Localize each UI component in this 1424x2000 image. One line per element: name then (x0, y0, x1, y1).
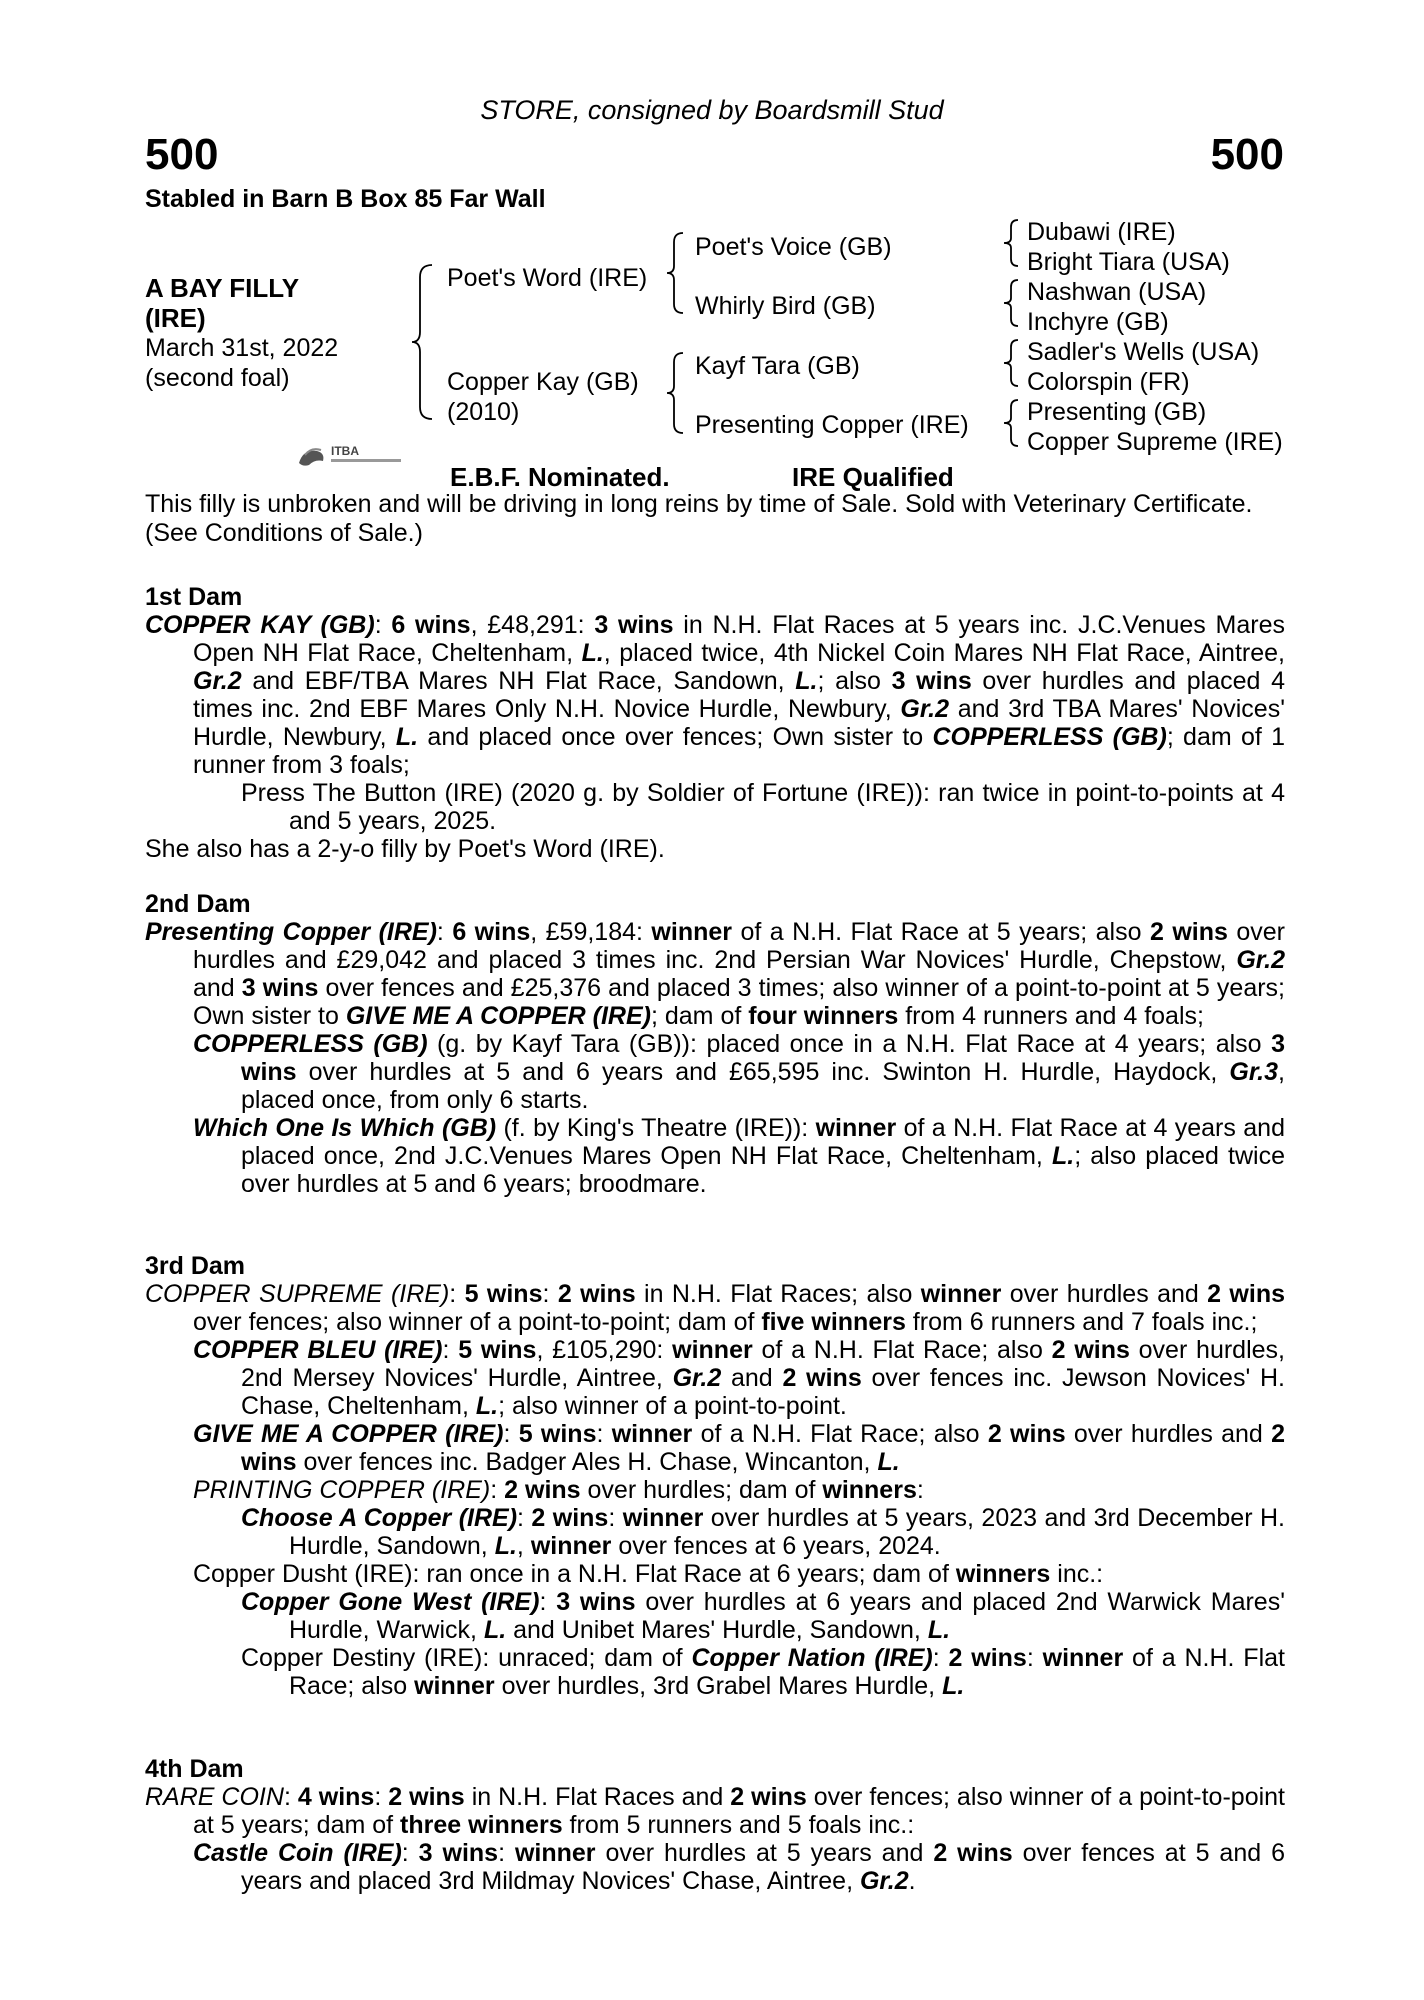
third-dam-record: COPPER SUPREME (IRE): 5 wins: 2 wins in N.H. Flat Races; also winner over hurdles and 2 wins over fences; also winner of a point-to-point; dam of five winners from 6 runners and 7 foals inc.; (145, 1280, 1286, 1336)
third-dam-grandchild-3: Copper Destiny (IRE): unraced; dam of Copper Nation (IRE): 2 wins: winner of a N.H. Flat Race; also winner over hurdles, 3rd Grabel Mares Hurdle, L. (241, 1644, 1285, 1700)
pedigree-sire: Poet's Word (IRE) (447, 264, 648, 292)
pedigree-brace-sire (665, 230, 689, 316)
pedigree-sire-sire: Poet's Voice (GB) (695, 233, 892, 261)
pedigree-g5: Sadler's Wells (USA) (1027, 338, 1260, 366)
itba-logo-text: ITBA (331, 444, 359, 458)
third-dam-child-3: PRINTING COPPER (IRE): 2 wins over hurdles; dam of winners: (193, 1476, 924, 1504)
pedigree-brace-dam (665, 350, 689, 436)
pedigree-g8: Copper Supreme (IRE) (1027, 428, 1283, 456)
dam-name: COPPER KAY (GB) (145, 611, 375, 639)
pedigree-dam: Copper Kay (GB) (447, 368, 639, 396)
pedigree-g4: Inchyre (GB) (1027, 308, 1169, 336)
third-dam-heading: 3rd Dam (145, 1252, 246, 1280)
second-dam-child-1: COPPERLESS (GB) (g. by Kayf Tara (GB)): placed once in a N.H. Flat Race at 4 years; also 3 wins over hurdles at 5 and 6 years and £65,595 inc. Swinton H. Hurdle, Haydock, Gr.3, placed once, from only 6 starts. (193, 1030, 1285, 1114)
pedigree-g3: Nashwan (USA) (1027, 278, 1207, 306)
horse-name-line2: (IRE) (145, 303, 206, 333)
itba-logo (295, 441, 425, 471)
third-dam-child-2: GIVE ME A COPPER (IRE): 5 wins: winner of a N.H. Flat Race; also 2 wins over hurdles and 2 wins over fences inc. Badger Ales H. Chase, Wincanton, L. (193, 1420, 1286, 1476)
pedigree-g1: Dubawi (IRE) (1027, 218, 1176, 246)
horse-name-line1: A BAY FILLY (145, 273, 300, 303)
pedigree-brace-g3 (1002, 338, 1024, 388)
second-dam-section (145, 890, 1285, 1198)
itba-logo-icon (295, 441, 425, 471)
pedigree-dam-dam: Presenting Copper (IRE) (695, 411, 969, 439)
fourth-dam-section (145, 1755, 1285, 1895)
third-dam-child-4: Copper Dusht (IRE): ran once in a N.H. Flat Race at 6 years; dam of winners inc.: (193, 1560, 1104, 1588)
consignment-line: STORE, consigned by Boardsmill Stud (480, 95, 944, 125)
pedigree-dam-year: (2010) (447, 398, 520, 426)
lot-number-left: 500 (145, 130, 219, 179)
third-dam-child-1: COPPER BLEU (IRE): 5 wins, £105,290: winner of a N.H. Flat Race; also 2 wins over hurdles, 2nd Mersey Novices' Hurdle, Aintree, Gr.2 and 2 wins over fences inc. Jewson Novices' H. Chase, Cheltenham, L.; also winner of a point-to-point. (193, 1336, 1285, 1420)
ire-qualified: IRE Qualified (792, 462, 954, 492)
fourth-dam-heading: 4th Dam (145, 1755, 244, 1783)
intro-text: This filly is unbroken and will be driving in long reins by time of Sale. Sold with Veterinary Certificate. (See Conditions of Sale.) (145, 490, 1253, 547)
first-dam-section (145, 583, 1285, 863)
pedigree-sire-dam: Whirly Bird (GB) (695, 292, 876, 320)
pedigree-g2: Bright Tiara (USA) (1027, 248, 1230, 276)
ebf-nominated: E.B.F. Nominated. (450, 462, 670, 492)
pedigree-brace-g1 (1002, 218, 1024, 268)
third-dam-grandchild-2: Copper Gone West (IRE): 3 wins over hurdles at 6 years and placed 2nd Warwick Mares' Hurdle, Warwick, L. and Unibet Mares' Hurdle, Sandown, L. (241, 1588, 1285, 1644)
pedigree-g6: Colorspin (FR) (1027, 368, 1190, 396)
fourth-dam-child-1: Castle Coin (IRE): 3 wins: winner over hurdles at 5 years and 2 wins over fences at 5 and 6 years and placed 3rd Mildmay Novices' Chase, Aintree, Gr.2. (193, 1839, 1285, 1895)
fourth-dam-record: RARE COIN: 4 wins: 2 wins in N.H. Flat Races and 2 wins over fences; also winner of a point-to-point at 5 years; dam of three winners from 5 runners and 5 foals inc.: (145, 1783, 1286, 1839)
first-dam-record: COPPER KAY (GB): 6 wins, £48,291: 3 wins in N.H. Flat Races at 5 years inc. J.C.Venues Mares Open NH Flat Race, Cheltenham, L., placed twice, 4th Nickel Coin Mares NH Flat Race, Aintree, Gr.2 and EBF/TBA Mares NH Flat Race, Sandown, L.; also 3 wins over hurdles and placed 4 times inc. 2nd EBF Mares Only N.H. Novice Hurdle, Newbury, Gr.2 and 3rd TBA Mares' Novices' Hurdle, Newbury, L. and placed once over fences; Own sister to COPPERLESS (GB); dam of 1 runner from 3 foals; (145, 611, 1285, 779)
first-dam-also: She also has a 2-y-o filly by Poet's Word (IRE). (145, 835, 665, 863)
pedigree-g7: Presenting (GB) (1027, 398, 1207, 426)
first-dam-heading: 1st Dam (145, 583, 243, 611)
pedigree-brace-g4 (1002, 398, 1024, 448)
lot-number-right: 500 (1210, 130, 1284, 179)
pedigree-brace-main (410, 262, 440, 422)
stabled-location: Stabled in Barn B Box 85 Far Wall (145, 185, 546, 213)
second-dam-record: Presenting Copper (IRE): 6 wins, £59,184: winner of a N.H. Flat Race at 5 years; also 2 wins over hurdles and £29,042 and placed 3 times inc. 2nd Persian War Novices' Hurdle, Chepstow, Gr.2 and 3 wins over fences and £25,376 and placed 3 times; also winner of a point-to-point at 5 years; Own sister to GIVE ME A COPPER (IRE); dam of four winners from 4 runners and 4 foals; (145, 918, 1285, 1030)
third-dam-grandchild-1: Choose A Copper (IRE): 2 wins: winner over hurdles at 5 years, 2023 and 3rd December H. Hurdle, Sandown, L., winner over fences at 6 years, 2024. (241, 1504, 1285, 1560)
pedigree-dam-sire: Kayf Tara (GB) (695, 352, 860, 380)
foal-note: (second foal) (145, 364, 290, 392)
first-dam-offspring: Press The Button (IRE) (2020 g. by Soldier of Fortune (IRE)): ran twice in point-to-points at 4 and 5 years, 2025. (241, 779, 1285, 835)
foaling-date: March 31st, 2022 (145, 334, 339, 362)
pedigree-brace-g2 (1002, 278, 1024, 328)
third-dam-section (145, 1252, 1285, 1700)
second-dam-heading: 2nd Dam (145, 890, 251, 918)
second-dam-child-2: Which One Is Which (GB) (f. by King's Theatre (IRE)): winner of a N.H. Flat Race at 4 years and placed once, 2nd J.C.Venues Mares Open NH Flat Race, Cheltenham, L.; also placed twice over hurdles at 5 and 6 years; broodmare. (193, 1114, 1285, 1198)
